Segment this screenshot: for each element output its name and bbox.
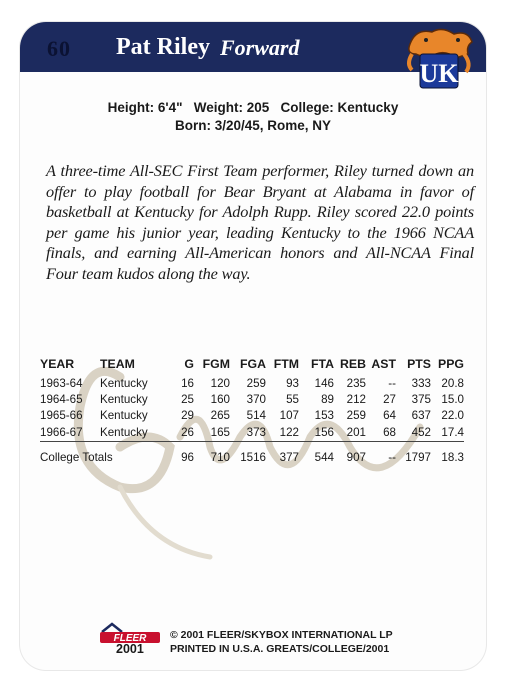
- col-g: G: [184, 357, 194, 371]
- fleer-logo: [98, 622, 164, 644]
- cell-year: 1964-65: [40, 393, 83, 407]
- col-pts: PTS: [407, 357, 431, 371]
- cell-pts: 452: [411, 425, 431, 439]
- cell-ppg: 20.8: [441, 376, 464, 390]
- col-ftm: FTM: [273, 357, 299, 371]
- cell-fgm: 265: [210, 409, 230, 423]
- cell-ast: 64: [383, 409, 396, 423]
- cell-pts: 1797: [396, 441, 431, 466]
- copyright-text: [170, 628, 393, 656]
- cell-ftm: 55: [286, 393, 299, 407]
- col-year: YEAR: [40, 357, 75, 371]
- col-reb: REB: [340, 357, 366, 371]
- cell-fta: 89: [321, 393, 334, 407]
- cell-pts: 375: [411, 393, 431, 407]
- col-team: TEAM: [100, 357, 135, 371]
- cell-ppg: 18.3: [431, 441, 464, 466]
- stats-body: [40, 375, 464, 466]
- cell-ast: 27: [383, 393, 396, 407]
- cell-fga: 373: [246, 425, 266, 439]
- cell-ast: 68: [383, 425, 396, 439]
- bio-born: Born: 3/20/45, Rome, NY: [174, 118, 332, 133]
- cell-reb: 235: [346, 376, 366, 390]
- cell-ast: --: [388, 376, 396, 390]
- cell-fta: 544: [299, 441, 334, 466]
- cell-ftm: 377: [266, 441, 299, 466]
- cell-team: Kentucky: [100, 409, 148, 423]
- cell-g: 25: [181, 393, 194, 407]
- cell-g: 96: [174, 441, 194, 466]
- cell-reb: 212: [346, 393, 366, 407]
- cell-fga: 370: [246, 393, 266, 407]
- col-ast: AST: [371, 357, 396, 371]
- logo-lettering: UK: [419, 59, 459, 88]
- cell-ppg: 22.0: [441, 409, 464, 423]
- cell-ppg: 15.0: [441, 393, 464, 407]
- cell-fta: 146: [314, 376, 334, 390]
- fleer-logo-lettering: FLEER: [113, 633, 147, 644]
- table-row: [40, 391, 464, 407]
- table-row: [40, 408, 464, 424]
- cell-reb: 201: [346, 425, 366, 439]
- cell-fgm: 165: [210, 425, 230, 439]
- col-fgm: FGM: [202, 357, 230, 371]
- cell-ftm: 107: [279, 409, 299, 423]
- totals-row: [40, 441, 464, 466]
- table-row: [40, 375, 464, 391]
- cell-ftm: 93: [286, 376, 299, 390]
- cell-fga: 259: [246, 376, 266, 390]
- cell-fgm: 710: [194, 441, 230, 466]
- col-fga: FGA: [240, 357, 266, 371]
- cell-g: 16: [181, 376, 194, 390]
- cell-year: 1965-66: [40, 409, 83, 423]
- cell-year: 1963-64: [40, 376, 83, 390]
- kentucky-wildcat-logo: [398, 24, 478, 96]
- cell-g: 29: [181, 409, 194, 423]
- cell-g: 26: [181, 425, 194, 439]
- trading-card-back: [20, 22, 486, 670]
- cell-ppg: 17.4: [441, 425, 464, 439]
- cell-fta: 156: [314, 425, 334, 439]
- cell-team: Kentucky: [100, 393, 148, 407]
- copyright-line-2: PRINTED IN U.S.A. GREATS/COLLEGE/2001: [170, 643, 390, 655]
- cell-year: 1966-67: [40, 425, 83, 439]
- footer-year: 2001: [116, 642, 144, 656]
- cell-fgm: 120: [210, 376, 230, 390]
- player-name: Pat Riley: [116, 34, 210, 60]
- stats-header-row: [40, 357, 464, 375]
- cell-pts: 637: [411, 409, 431, 423]
- cell-pts: 333: [411, 376, 431, 390]
- cell-fga: 514: [246, 409, 266, 423]
- cell-reb: 907: [334, 441, 366, 466]
- cell-fga: 1516: [230, 441, 266, 466]
- cell-totals-label: College Totals: [40, 441, 174, 466]
- cell-fgm: 160: [210, 393, 230, 407]
- cell-ast: --: [366, 441, 396, 466]
- cell-fta: 153: [314, 409, 334, 423]
- table-row: [40, 424, 464, 441]
- stats-table: [40, 357, 464, 466]
- player-position: Forward: [220, 35, 300, 60]
- cell-team: Kentucky: [100, 425, 148, 439]
- player-blurb: A three-time All-SEC First Team performer, Riley turned down an offer to play football for Bear Bryant at Alabama in favor of basketball at Kentucky for Adolph Rupp. Riley scored 22.0 points per game his junior year, leading Kentucky to the 1966 NCAA finals, and earning All-American honors and All-NCAA Final Four team kudos along the way.: [46, 161, 474, 283]
- card-number: 60: [47, 36, 71, 61]
- cell-reb: 259: [346, 409, 366, 423]
- cell-ftm: 122: [279, 425, 299, 439]
- col-ppg: PPG: [438, 357, 464, 371]
- col-fta: FTA: [311, 357, 334, 371]
- cell-team: Kentucky: [100, 376, 148, 390]
- copyright-line-1: © 2001 FLEER/SKYBOX INTERNATIONAL LP: [170, 629, 393, 641]
- bio-height-weight-college: Height: 6'4" Weight: 205 College: Kentucky: [107, 100, 399, 115]
